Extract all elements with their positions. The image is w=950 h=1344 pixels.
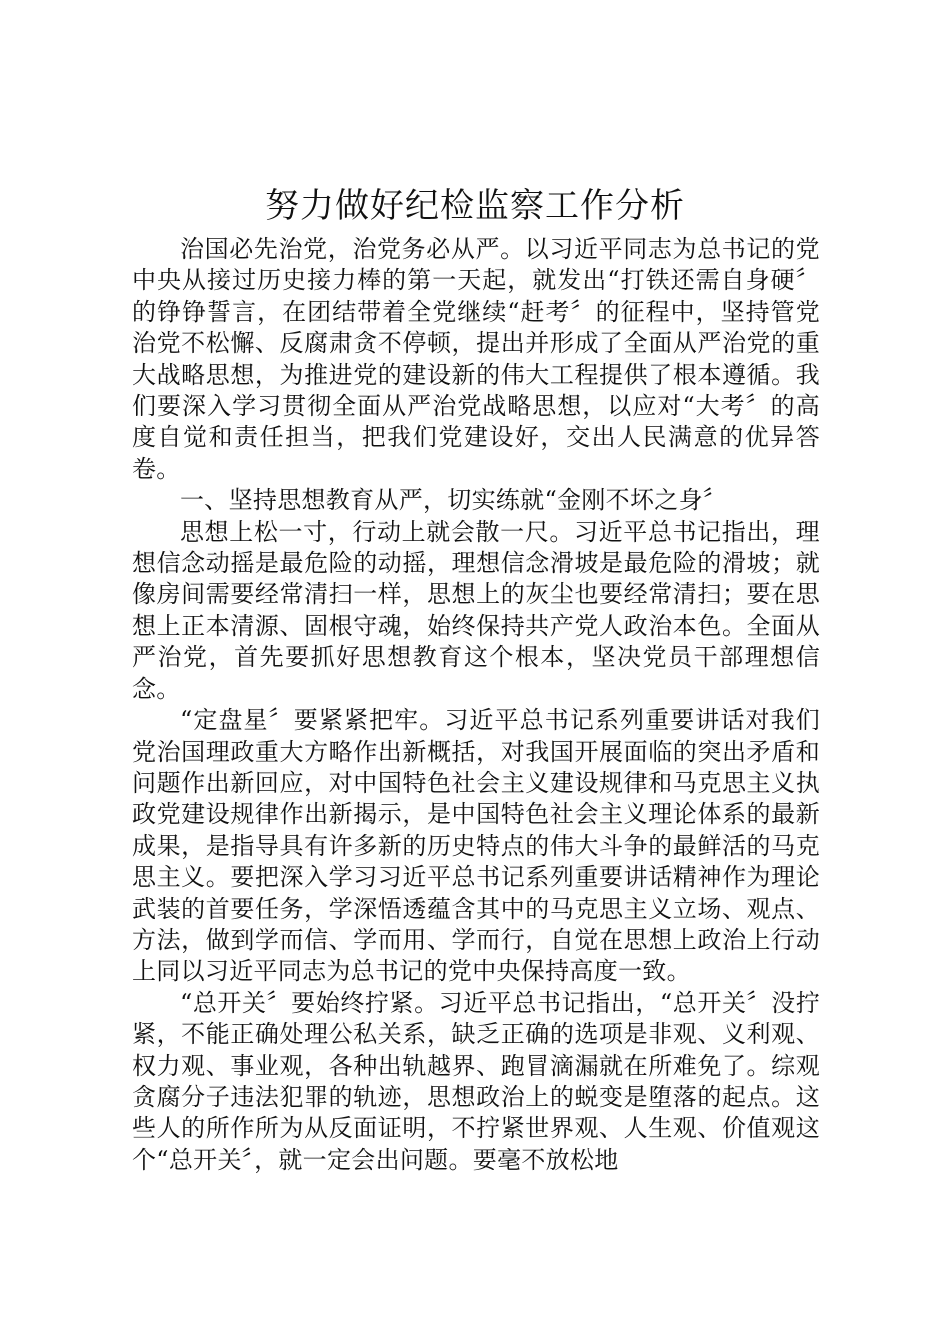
document-body (132, 234, 820, 1176)
paragraph-ding-pan-xing: “定盘星〞要紧紧把牢。习近平总书记系列重要讲话对我们党治国理政重大方略作出新概括，对我国开展面临的突出矛盾和问题作出新回应，对中国特色社会主义建设规律和马克思主义执政党建设规律作出新揭示，是中国特色社会主义理论体系的最新成果，是指导具有许多新的历史特点的伟大斗争的最鲜活的马克思主义。要把深入学习习近平总书记系列重要讲话精神作为理论武装的首要任务，学深悟透蕴含其中的马克思主义立场、观点、方法，做到学而信、学而用、学而行，自觉在思想上政治上行动上同以习近平同志为总书记的党中央保持高度一致。 (132, 706, 820, 986)
section-heading-1: 一、坚持思想教育从严，切实练就“金刚不坏之身〞 (180, 486, 728, 515)
paragraph-zong-kai-guan: “总开关〞要始终拧紧。习近平总书记指出，“总开关〞没拧紧，不能正确处理公私关系，缺乏正确的选项是非观、义利观、权力观、事业观，各种出轨越界、跑冒滴漏就在所难免了。综观贪腐分子违法犯罪的轨迹，思想政治上的蜕变是堕落的起点。这些人的所作所为从反面证明，不拧紧世界观、人生观、价值观这个“总开关〞，就一定会出问题。要毫不放松地 (132, 988, 820, 1174)
document-title: 努力做好纪检监察工作分析 (265, 186, 685, 226)
paragraph-thought: 思想上松一寸，行动上就会散一尺。习近平总书记指出，理想信念动摇是最危险的动摇，理想信念滑坡是最危险的滑坡；就像房间需要经常清扫一样，思想上的灰尘也要经常清扫；要在思想上正本清源、固根守魂，始终保持共产党人政治本色。全面从严治党，首先要抓好思想教育这个根本，坚决党员干部理想信念。 (132, 517, 820, 703)
paragraph-intro: 治国必先治党，治党务必从严。以习近平同志为总书记的党中央从接过历史接力棒的第一天起，就发出“打铁还需自身硬〞的铮铮誓言，在团结带着全党继续“赶考〞的征程中，坚持管党治党不松懈、反腐肃贪不停顿，提出并形成了全面从严治党的重大战略思想，为推进党的建设新的伟大工程提供了根本遵循。我们要深入学习贯彻全面从严治党战略思想，以应对“大考〞的高度自觉和责任担当，把我们党建设好，交出人民满意的优异答卷。 (132, 235, 820, 483)
